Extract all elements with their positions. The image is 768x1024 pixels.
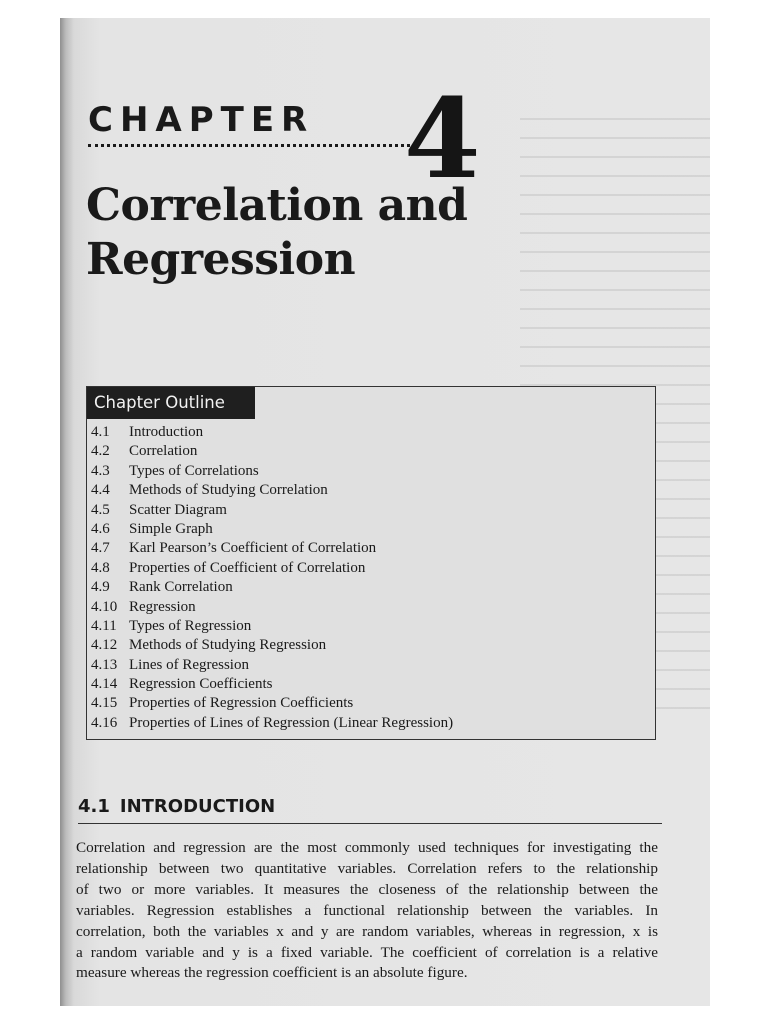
outline-item	[87, 675, 453, 694]
outline-item-title: Karl Pearson’s Coefficient of Correlation	[129, 540, 377, 557]
outline-item-title: Methods of Studying Correlation	[129, 482, 328, 499]
outline-item-number: 4.5	[91, 501, 110, 518]
outline-item	[87, 501, 453, 520]
paragraph-line: Correlation and regression are the most commonly used techniques for investigating the	[76, 839, 658, 856]
section-title: INTRODUCTION	[119, 796, 276, 817]
paragraph-line: correlation, both the variables x and y are random variables, whereas in regression, x is	[76, 923, 658, 940]
outline-item	[87, 714, 453, 733]
outline-item-number: 4.9	[91, 579, 110, 596]
outline-item-title: Correlation	[129, 443, 198, 460]
chapter-label: CHAPTER	[88, 100, 315, 140]
outline-item	[87, 694, 453, 713]
outline-item-title: Regression Coefficients	[129, 676, 273, 693]
paragraph-line: of two or more variables. It measures the closeness of the relationship between the	[76, 881, 658, 898]
outline-item-number: 4.14	[91, 676, 118, 693]
chapter-outline-box	[86, 386, 656, 740]
outline-item-title: Rank Correlation	[129, 579, 233, 596]
chapter-title-line-1: Correlation and	[86, 180, 468, 231]
outline-item-number: 4.8	[91, 559, 110, 576]
outline-item-title: Types of Correlations	[129, 462, 259, 479]
outline-item-title: Properties of Coefficient of Correlation	[129, 559, 366, 576]
section-heading	[78, 796, 275, 817]
outline-item	[87, 656, 453, 675]
outline-item	[87, 539, 453, 558]
outline-item-title: Lines of Regression	[129, 656, 249, 673]
chapter-number: 4	[404, 74, 481, 203]
outline-item-title: Types of Regression	[129, 617, 252, 634]
outline-item	[87, 559, 453, 578]
outline-item-number: 4.7	[91, 540, 110, 557]
outline-item-title: Simple Graph	[129, 520, 213, 537]
outline-item	[87, 423, 453, 442]
paragraph-line: a random variable and y is a fixed variable. The coefficient of correlation is a relative	[76, 944, 658, 961]
outline-item	[87, 598, 453, 617]
outline-item-title: Regression	[129, 598, 196, 615]
outline-item-number: 4.13	[91, 656, 118, 673]
chapter-outline-list	[87, 423, 453, 733]
chapter-outline-heading: Chapter Outline	[87, 387, 255, 419]
dotted-rule	[88, 144, 410, 147]
paragraph-line: relationship between two quantitative variables. Correlation refers to the relationship	[76, 860, 658, 877]
outline-item-number: 4.16	[91, 714, 118, 731]
section-number: 4.1	[78, 796, 110, 817]
outline-item-number: 4.12	[91, 637, 118, 654]
outline-item-number: 4.3	[91, 462, 110, 479]
outline-item-title: Introduction	[129, 424, 204, 440]
outline-item	[87, 520, 453, 539]
outline-item-title: Methods of Studying Regression	[129, 637, 327, 654]
outline-item-number: 4.2	[91, 443, 110, 460]
outline-item	[87, 578, 453, 597]
outline-item-number: 4.11	[91, 617, 117, 634]
outline-item	[87, 442, 453, 461]
outline-item-number: 4.4	[91, 482, 110, 499]
outline-item	[87, 462, 453, 481]
outline-item-title: Properties of Lines of Regression (Linear Regression)	[129, 714, 454, 731]
outline-item-title: Properties of Regression Coefficients	[129, 695, 354, 712]
outline-item-number: 4.1	[91, 424, 110, 440]
outline-item	[87, 636, 453, 655]
outline-item-number: 4.10	[91, 598, 118, 615]
outline-item-number: 4.6	[91, 520, 110, 537]
section-rule	[78, 823, 662, 824]
outline-item-title: Scatter Diagram	[129, 501, 227, 518]
chapter-title-line-2: Regression	[86, 234, 356, 285]
outline-item-number: 4.15	[91, 695, 118, 712]
paragraph-line: measure whereas the regression coefficient is an absolute figure.	[76, 964, 468, 981]
outline-item	[87, 481, 453, 500]
outline-item	[87, 617, 453, 636]
paragraph-line: variables. Regression establishes a functional relationship between the variables. In	[76, 902, 658, 919]
